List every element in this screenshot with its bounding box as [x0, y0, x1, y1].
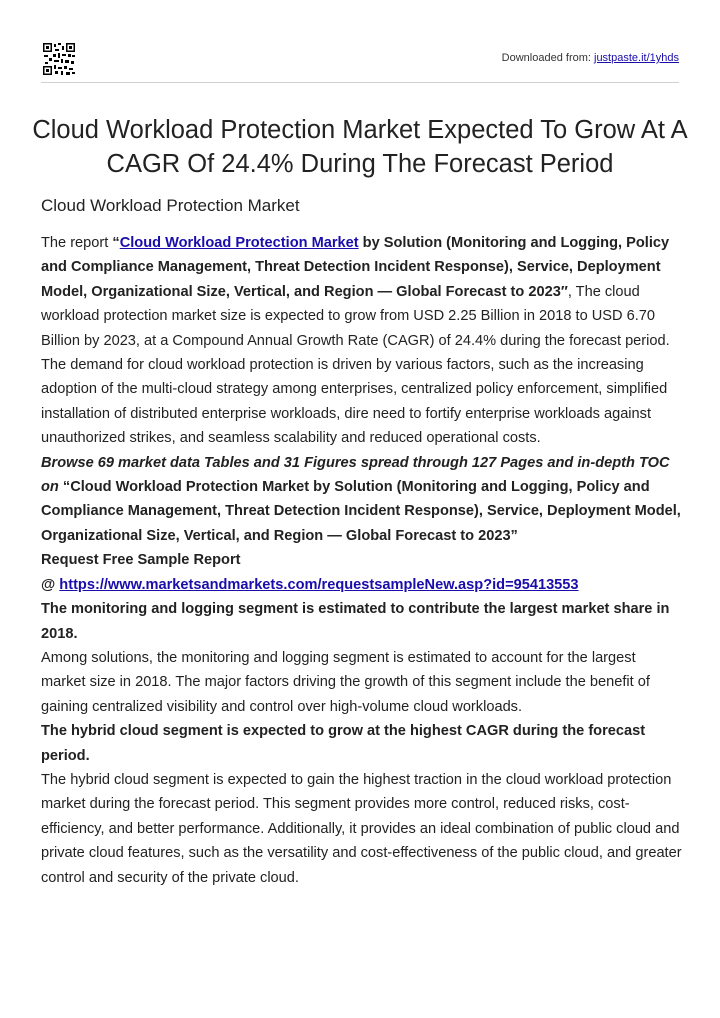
section2-heading: The hybrid cloud segment is expected to grow at the highest CAGR during the forecast period. — [41, 723, 646, 764]
at-sign: @ — [41, 576, 60, 593]
header-divider — [41, 82, 679, 83]
browse-paragraph — [41, 451, 683, 549]
article-body — [41, 231, 683, 890]
intro-text: , The cloud workload protection market size is expected to grow from USD 2.25 Billion in 2018 to USD 6.70 Billion by 2023, at a Compound Annual Growth Rate (CAGR) of 24.4% during the forecast period. The demand for cloud workload protection is driven by various factors, such as the increasing adoption of the multi-cloud strategy among enterprises, centralized policy enforcement, simplified installation of distributed enterprise workloads, dire need to fortify enterprise workloads against unauthorized strikes, and seamless scalability and reduced operational costs. — [41, 283, 670, 447]
intro-paragraph — [41, 231, 683, 451]
section1-heading: The monitoring and logging segment is estimated to contribute the largest market share in 2018. — [41, 601, 670, 642]
sample-request-label: Request Free Sample Report — [41, 552, 241, 569]
section2-text: The hybrid cloud segment is expected to gain the highest traction in the cloud workload protection market during the forecast period. This segment provides more control, reduced risks, cost-efficiency, and better performance. Additionally, it provides an ideal combination of public cloud and private cloud features, such as the versatility and cost-effectiveness of the public cloud, and greater control and security of the private cloud. — [41, 771, 682, 886]
source-link[interactable]: justpaste.it/1yhds — [594, 52, 679, 64]
browse-italic: Browse 69 market data Tables and 31 Figures spread through 127 Pages and in-depth TOC on — [41, 454, 670, 496]
sample-request-link[interactable]: https://www.marketsandmarkets.com/requestsampleNew.asp?id=95413553 — [59, 576, 579, 593]
report-title-rest: by Solution (Monitoring and Logging, Policy and Compliance Management, Threat Detection Incident Response), Service, Deployment Model, Organizational Size, Vertical, and Region — Global Forecast to 2023″ — [41, 235, 670, 300]
intro-prefix: The report — [41, 235, 113, 251]
quote-open: “ — [112, 235, 120, 251]
section1-text: Among solutions, the monitoring and logging segment is estimated to account for the largest market size in 2018. The major factors driving the growth of this segment include the benefit of gaining centralized visibility and control over high-volume cloud workloads. — [41, 649, 650, 715]
qr-code-icon — [43, 43, 75, 75]
page-title: Cloud Workload Protection Market Expected To Grow At A CAGR Of 24.4% During The Forecast Period — [32, 116, 688, 178]
page-subtitle: Cloud Workload Protection Market — [41, 196, 300, 215]
browse-title: “Cloud Workload Protection Market by Solution (Monitoring and Logging, Policy and Compliance Management, Threat Detection Incident Response), Service, Deployment Model, Organizational Size, Vertical, and Region — Global Forecast to 2023” — [41, 479, 681, 544]
downloaded-label: Downloaded from: — [501, 52, 594, 64]
downloaded-from-note — [502, 52, 679, 64]
page-header — [0, 0, 720, 84]
market-report-link[interactable]: Cloud Workload Protection Market — [119, 235, 359, 251]
sample-request-line — [41, 573, 683, 597]
